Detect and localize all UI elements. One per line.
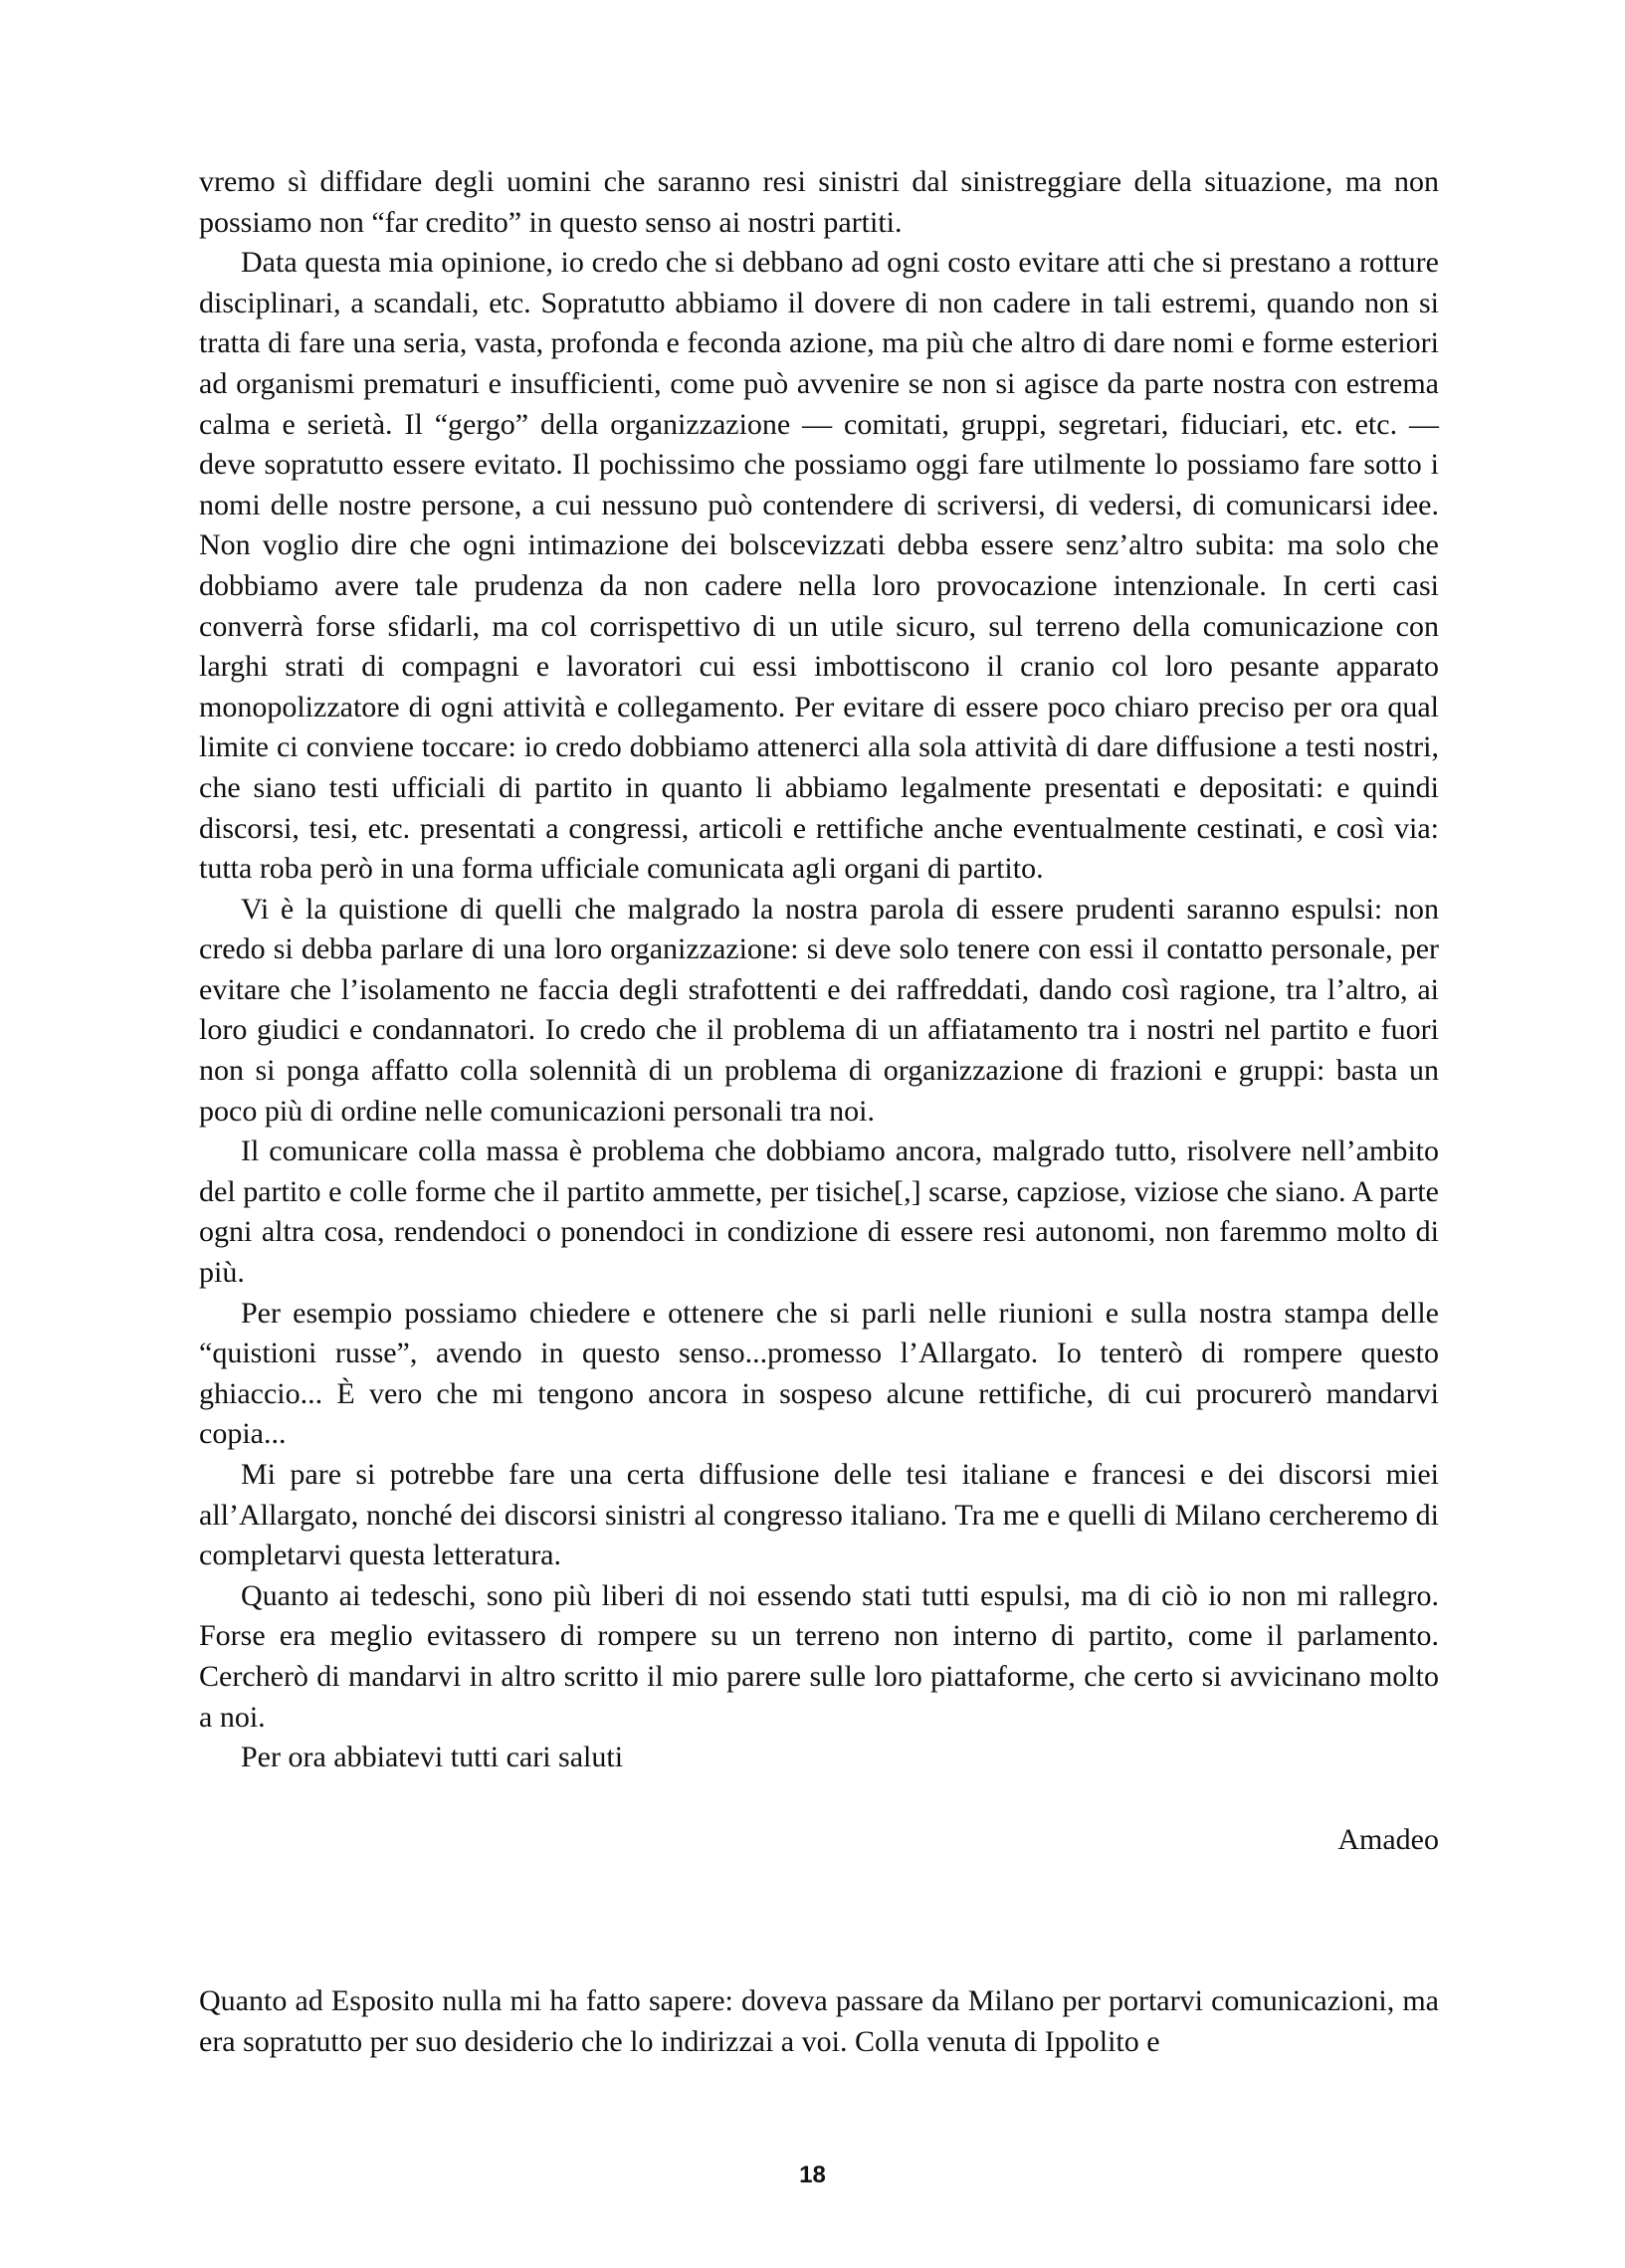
paragraph-continuation: vremo sì diffidare degli uomini che saranno resi sinistri dal sinistreggiare della situazione, ma non possiamo non “far credito” in questo senso ai nostri partiti. (199, 165, 1439, 239)
paragraph: Vi è la quistione di quelli che malgrado la nostra parola di essere prudenti saranno espulsi: non credo si debba parlare di una loro organizzazione: si deve solo tenere con essi il contatto personale, per evitare che l’isolamento ne faccia degli strafottenti e dei raffreddati, dando così ragione, tra l’altro, ai loro giudici e condannatori. Io credo che il problema di un affiatamento tra i nostri nel partito e fuori non si ponga affatto colla solennità di un problema di organizzazione di frazioni e gruppi: basta un poco più di ordine nelle comunicazioni personali tra noi. (199, 892, 1439, 1128)
closing-greeting: Per ora abbiatevi tutti cari saluti (241, 1741, 624, 1774)
paragraph: Il comunicare colla massa è problema che dobbiamo ancora, malgrado tutto, risolvere nell’ambito del partito e colle forme che il partito ammette, per tisiche[,] scarse, capziose, viziose che siano. A parte ogni altra cosa, rendendoci o ponendoci in condizione di essere resi autonomi, non faremmo molto di più. (199, 1134, 1439, 1290)
paragraph: Quanto ai tedeschi, sono più liberi di noi essendo stati tutti espulsi, ma di ciò io non mi rallegro. Forse era meglio evitassero di rompere su un terreno non interno di partito, come il parlamento. Cercherò di mandarvi in altro scritto il mio parere sulle loro piattaforme, che certo si avvicinano molto a noi. (199, 1578, 1439, 1734)
page-number: 18 (799, 2162, 826, 2188)
letter-body (199, 162, 1439, 2063)
paragraph: Data questa mia opinione, io credo che si debbano ad ogni costo evitare atti che si prestano a rotture disciplinari, a scandali, etc. Sopratutto abbiamo il dovere di non cadere in tali estremi, quando non si tratta di fare una seria, vasta, profonda e feconda azione, ma più che altro di dare nomi e forme esteriori ad organismi prematuri e insufficienti, come può avvenire se non si agisce da parte nostra con estrema calma e serietà. Il “gergo” della organizzazione — comitati, gruppi, segretari, fiduciari, etc. etc. — deve sopratutto essere evitato. Il pochissimo che possiamo oggi fare utilmente lo possiamo fare sotto i nomi delle nostre persone, a cui nessuno può contendere di scriversi, di vedersi, di comunicarsi idee. Non voglio dire che ogni intimazione dei bolscevizzati debba essere senz’altro subita: ma solo che dobbiamo avere tale prudenza da non cadere nella loro provocazione intenzionale. In certi casi converrà forse sfidarli, ma col corrispettivo di un utile sicuro, sul terreno della comunicazione con larghi strati di compagni e lavoratori cui essi imbottiscono il cranio col loro pesante apparato monopolizzatore di ogni attività e collegamento. Per evitare di essere poco chiaro preciso per ora qual limite ci conviene toccare: io credo dobbiamo attenerci alla sola attività di dare diffusione a testi nostri, che siano testi ufficiali di partito in quanto li abbiamo legalmente presentati e depositati: e quindi discorsi, tesi, etc. presentati a congressi, articoli e rettifiche anche eventualmente cestinati, e così via: tutta roba però in una forma ufficiale comunicata agli organi di partito. (199, 246, 1439, 886)
paragraph: Mi pare si potrebbe fare una certa diffusione delle tesi italiane e francesi e dei discorsi miei all’Allargato, nonché dei discorsi sinistri al congresso italiano. Tra me e quelli di Milano cercheremo di completarvi questa letteratura. (199, 1458, 1439, 1572)
postscript: Quanto ad Esposito nulla mi ha fatto sapere: doveva passare da Milano per portarvi comunicazioni, ma era sopratutto per suo desiderio che lo indirizzai a voi. Colla venuta di Ippolito e (199, 1984, 1439, 2058)
signature: Amadeo (1337, 1822, 1439, 1856)
paragraph: Per esempio possiamo chiedere e ottenere che si parli nelle riunioni e sulla nostra stampa delle “quistioni russe”, avendo in questo senso...promesso l’Allargato. Io tenterò di rompere questo ghiaccio... È vero che mi tengono ancora in sospeso alcune rettifiche, di cui procurerò mandarvi copia... (199, 1296, 1439, 1451)
